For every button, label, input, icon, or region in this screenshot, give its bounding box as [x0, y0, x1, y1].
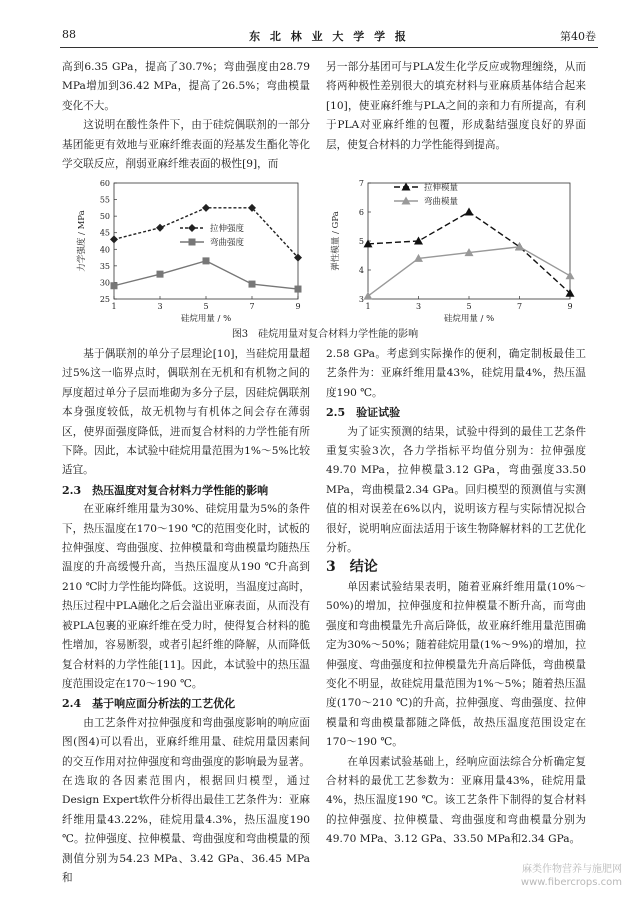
- right-column-top: [326, 58, 586, 155]
- paragraph: 另一部分基团可与PLA发生化学反应或物理缠绕，从而将两种极性差别很大的填充材料与亚麻质基体结合起来[10]，使亚麻纤维与PLA之间的亲和力有所提高，有利于PLA对亚麻纤维的包覆，形成黏结强度良好的界面层，使复合材料的力学性能得到提高。: [326, 61, 586, 151]
- data-point: [203, 257, 210, 264]
- watermark-line: 麻类作物营养与施肥网: [522, 864, 622, 875]
- paragraph: 为了证实预测的结果，试验中得到的最佳工艺条件重复实验3次，各力学指标平均值分别为：拉伸强度49.70 MPa，拉伸模量3.12 GPa，弯曲强度33.50 MPa，弯曲模量2.34 GPa。回归模型的预测值与实测值的相对误差在6%以内，说明该方程与实际情况拟合很好，说明响应面法适用于该生物降解材料的工艺优化分析。: [326, 425, 586, 555]
- y-tick-label: 50: [99, 212, 110, 222]
- legend-label: 拉伸强度: [210, 224, 245, 234]
- left-column-bottom: [62, 345, 310, 888]
- legend-label: 弯曲模量: [424, 197, 459, 207]
- y-tick-label: 45: [99, 228, 110, 238]
- legend-label: 拉伸模量: [424, 183, 459, 193]
- paragraph: 由工艺条件对拉伸强度和弯曲强度影响的响应面图(图4)可以看出，亚麻纤维用量、硅烷用量因素间的交互作用对拉伸强度和弯曲强度的影响最为显著。在选取的各因素范围内，根据回归模型，通过Design Expert软件分析得出最佳工艺条件为：亚麻纤维用量43.22%，硅烷用量4.3%，热压温度190 ℃。拉伸强度、拉伸模量、弯曲强度和弯曲模量的预测值分别为54.23 MPa、3.42 GPa、36.45 MPa和: [62, 716, 310, 884]
- x-tick-label: 1: [111, 302, 117, 311]
- modulus-chart: [326, 173, 586, 323]
- data-point: [157, 271, 164, 278]
- section-heading: 2.3 热压温度对复合材料力学性能的影响: [62, 483, 269, 497]
- y-axis-label: 力学强度 / MPa: [77, 210, 87, 272]
- data-point: [188, 224, 196, 232]
- x-tick-label: 7: [249, 302, 255, 311]
- x-tick-label: 3: [157, 302, 163, 311]
- journal-name: 东 北 林 业 大 学 学 报: [249, 30, 409, 43]
- data-point: [249, 281, 256, 288]
- section-heading: 2.4 基于响应面分析法的工艺优化: [62, 697, 236, 711]
- series-line: [114, 208, 298, 258]
- y-tick-label: 5: [358, 237, 364, 246]
- data-point: [156, 224, 164, 232]
- paragraph: 在亚麻纤维用量为30%、硅烷用量为5%的条件下，热压温度在170～190 ℃的范围变化时，试板的拉伸强度、弯曲强度、拉伸模量和弯曲模量均随热压温度的升高缓慢升高，当热压温度从190 ℃升高到210 ℃时力学性能均降低。这说明，当温度过高时，热压过程中PLA融化之后会溢出亚麻表面，从而没有被PLA包裹的亚麻纤维在受力时，使得复合材料的脆性增加，容易断裂，或者引起纤维的降解，从而降低复合材料的力学性能[11]。因此，本试验中的热压温度范围设定在170～190 ℃。: [62, 503, 310, 690]
- data-point: [566, 271, 575, 279]
- y-tick-label: 30: [99, 278, 110, 288]
- y-tick-label: 3: [358, 295, 364, 304]
- paragraph: 高到6.35 GPa，提高了30.7%；弯曲强度由28.79 MPa增加到36.42 MPa，提高了26.5%；弯曲模量变化不大。: [62, 61, 310, 112]
- data-point: [110, 235, 118, 243]
- y-axis-label: 弹性模量 / GPa: [331, 211, 341, 271]
- x-axis-label: 硅烷用量 / %: [443, 314, 495, 323]
- paragraph: 在单因素试验基础上，经响应面法综合分析确定复合材料的最优工艺参数为：亚麻用量43%，硅烷用量4%，热压温度190 ℃。该工艺条件下制得的复合材料的拉伸强度、拉伸模量、弯曲强度和弯曲模量分别为49.70 MPa、3.12 GPa、33.50 MPa和2.34 GPa。: [326, 755, 586, 846]
- section-heading: 2.5 验证试验: [326, 406, 401, 420]
- y-tick-label: 6: [358, 208, 364, 217]
- right-column-bottom: [326, 345, 586, 850]
- x-tick-label: 1: [365, 302, 371, 311]
- x-axis-label: 硅烷用量 / %: [180, 314, 232, 323]
- data-point: [111, 282, 118, 289]
- data-point: [402, 183, 411, 191]
- section-heading-conclusion: 3 结论: [326, 559, 378, 576]
- paragraph: 这说明在酸性条件下，由于硅烷偶联剂的一部分基团能更有效地与亚麻纤维表面的羟基发生酯化等化学交联反应，削弱亚麻纤维表面的极性[9]，而: [62, 119, 310, 171]
- x-tick-label: 9: [295, 302, 301, 311]
- data-point: [465, 208, 474, 216]
- x-tick-label: 9: [567, 302, 573, 311]
- y-tick-label: 60: [99, 179, 110, 188]
- left-column-top: [62, 58, 310, 174]
- y-tick-label: 55: [99, 195, 110, 205]
- watermark-url: www.fibercrops.com: [520, 877, 622, 888]
- y-tick-label: 40: [99, 245, 110, 255]
- strength-chart: [72, 173, 312, 323]
- paragraph: 基于偶联剂的单分子层理论[10]，当硅烷用量超过5%这一临界点时，偶联剂在无机和有机物之间的厚度超过单分子层而堆砌为多分子层，因硅烷偶联剂本身强度较低，故无机物与有机体之间会存在薄弱区，使界面强度降低，进而复合材料的力学性能有所下降。因此，本试验中硅烷用量范围为1%～5%比较适宜。: [62, 348, 310, 477]
- y-tick-label: 35: [99, 261, 110, 271]
- data-point: [364, 292, 373, 300]
- paragraph: 单因素试验结果表明，随着亚麻纤维用量(10%～50%)的增加，拉伸强度和拉伸模量不断升高，而弯曲强度和弯曲模量先升高后降低，故亚麻纤维用量范围确定为30%～50%；随着硅烷用量(1%～9%)的增加，拉伸强度、弯曲强度和拉伸模量先升高后降低，弯曲模量变化不明显，故硅烷用量范围为1%～5%；随着热压温度(170～210 ℃)的升高，拉伸强度、弯曲强度、拉伸模量和弯曲模量都随之降低，故热压温度范围设定在170～190 ℃。: [326, 580, 586, 749]
- series-line: [114, 261, 298, 289]
- figure-caption: 图3 硅烷用量对复合材料力学性能的影响: [231, 329, 419, 340]
- page-number: 88: [62, 28, 76, 41]
- data-point: [515, 242, 524, 250]
- watermark: [521, 863, 622, 889]
- plot-frame: [114, 183, 298, 299]
- data-point: [295, 286, 302, 293]
- y-tick-label: 7: [358, 179, 364, 188]
- legend-label: 弯曲强度: [210, 238, 245, 248]
- volume-label: 第40卷: [560, 30, 596, 43]
- x-tick-label: 7: [516, 302, 523, 311]
- y-tick-label: 25: [99, 295, 110, 304]
- header-rule: [60, 47, 598, 48]
- x-tick-label: 5: [466, 302, 472, 311]
- paragraph: 2.58 GPa。考虑到实际操作的便利，确定制板最佳工艺条件为：亚麻纤维用量43%，硅烷用量4%，热压温度190 ℃。: [326, 348, 586, 399]
- data-point: [202, 204, 210, 212]
- x-tick-label: 3: [415, 302, 422, 311]
- x-tick-label: 5: [203, 302, 209, 311]
- data-point: [189, 239, 196, 246]
- y-tick-label: 4: [358, 266, 364, 275]
- running-header: [62, 28, 596, 46]
